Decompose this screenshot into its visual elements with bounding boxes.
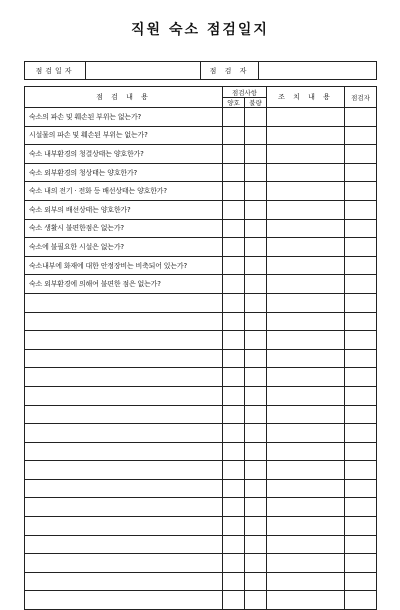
action-cell[interactable]	[267, 219, 345, 238]
good-check-cell[interactable]	[223, 256, 245, 275]
table-row	[25, 145, 377, 164]
action-cell[interactable]	[267, 163, 345, 182]
table-row	[25, 461, 377, 480]
inspection-item: 숙소 내부환경의 청결상태는 양호한가?	[25, 145, 223, 164]
good-check-cell[interactable]	[223, 219, 245, 238]
action-cell[interactable]	[267, 293, 345, 312]
good-check-cell[interactable]	[223, 145, 245, 164]
table-row	[25, 479, 377, 498]
bad-check-cell[interactable]	[245, 461, 267, 480]
good-check-cell[interactable]	[223, 424, 245, 443]
bad-check-cell[interactable]	[245, 535, 267, 554]
table-row	[25, 535, 377, 554]
inspection-table	[24, 86, 377, 610]
bad-check-cell[interactable]	[245, 293, 267, 312]
good-header: 양호	[223, 98, 245, 108]
checker-cell[interactable]	[345, 256, 377, 275]
good-check-cell[interactable]	[223, 182, 245, 201]
checker-cell[interactable]	[345, 200, 377, 219]
good-check-cell[interactable]	[223, 572, 245, 591]
inspection-item: 숙소 외부의 배선상태는 양호한가?	[25, 200, 223, 219]
inspector-label: 점 검 자	[201, 62, 259, 80]
table-row	[25, 405, 377, 424]
table-row	[25, 386, 377, 405]
bad-check-cell[interactable]	[245, 591, 267, 610]
table-row	[25, 517, 377, 536]
inspection-item: 숙소의 파손 및 훼손된 부위는 없는가?	[25, 108, 223, 127]
inspection-item: 숙소에 불필요한 시설은 없는가?	[25, 238, 223, 257]
checker-cell[interactable]	[345, 182, 377, 201]
checker-cell[interactable]	[345, 219, 377, 238]
good-check-cell[interactable]	[223, 405, 245, 424]
checker-cell[interactable]	[345, 293, 377, 312]
action-cell[interactable]	[267, 182, 345, 201]
table-row	[25, 554, 377, 573]
action-cell[interactable]	[267, 349, 345, 368]
action-cell[interactable]	[267, 591, 345, 610]
table-row	[25, 163, 377, 182]
action-cell[interactable]	[267, 554, 345, 573]
inspection-item	[25, 554, 223, 573]
inspection-item	[25, 293, 223, 312]
good-check-cell[interactable]	[223, 535, 245, 554]
checker-cell[interactable]	[345, 572, 377, 591]
page-title: 직원 숙소 점검일지	[131, 22, 269, 38]
info-table	[24, 61, 377, 80]
inspection-item	[25, 479, 223, 498]
action-cell[interactable]	[267, 498, 345, 517]
checker-cell[interactable]	[345, 424, 377, 443]
inspection-item: 숙소 내의 전기 · 전화 등 배선상태는 양호한가?	[25, 182, 223, 201]
bad-check-cell[interactable]	[245, 479, 267, 498]
bad-check-cell[interactable]	[245, 405, 267, 424]
inspection-item: 숙소 생활시 불편한점은 없는가?	[25, 219, 223, 238]
inspection-date-field[interactable]	[86, 62, 201, 80]
checker-cell[interactable]	[345, 126, 377, 145]
checker-cell[interactable]	[345, 479, 377, 498]
inspection-item	[25, 591, 223, 610]
action-cell[interactable]	[267, 312, 345, 331]
good-check-cell[interactable]	[223, 349, 245, 368]
checker-cell[interactable]	[345, 349, 377, 368]
inspection-item	[25, 312, 223, 331]
table-row	[25, 442, 377, 461]
good-check-cell[interactable]	[223, 479, 245, 498]
table-row	[25, 200, 377, 219]
action-cell[interactable]	[267, 405, 345, 424]
inspection-item	[25, 386, 223, 405]
good-check-cell[interactable]	[223, 498, 245, 517]
table-row	[25, 256, 377, 275]
good-check-cell[interactable]	[223, 238, 245, 257]
action-cell[interactable]	[267, 461, 345, 480]
action-cell[interactable]	[267, 535, 345, 554]
good-check-cell[interactable]	[223, 108, 245, 127]
bad-check-cell[interactable]	[245, 163, 267, 182]
bad-check-cell[interactable]	[245, 498, 267, 517]
table-row	[25, 182, 377, 201]
bad-check-cell[interactable]	[245, 572, 267, 591]
good-check-cell[interactable]	[223, 275, 245, 294]
table-row	[25, 349, 377, 368]
inspection-item: 시설물의 파손 및 훼손된 부위는 없는가?	[25, 126, 223, 145]
table-row	[25, 312, 377, 331]
bad-check-cell[interactable]	[245, 442, 267, 461]
action-cell[interactable]	[267, 424, 345, 443]
checker-cell[interactable]	[345, 312, 377, 331]
inspection-item	[25, 368, 223, 387]
inspection-item	[25, 572, 223, 591]
good-check-cell[interactable]	[223, 331, 245, 350]
good-check-cell[interactable]	[223, 368, 245, 387]
inspection-date-label: 점검일자	[25, 62, 86, 80]
checker-cell[interactable]	[345, 461, 377, 480]
table-row	[25, 238, 377, 257]
bad-check-cell[interactable]	[245, 256, 267, 275]
check-items-header: 점검사항	[223, 87, 267, 98]
bad-check-cell[interactable]	[245, 517, 267, 536]
table-row	[25, 424, 377, 443]
bad-header: 불량	[245, 98, 267, 108]
action-cell[interactable]	[267, 442, 345, 461]
good-check-cell[interactable]	[223, 591, 245, 610]
content-header: 점 검 내 용	[25, 87, 223, 108]
action-cell[interactable]	[267, 479, 345, 498]
table-row	[25, 331, 377, 350]
bad-check-cell[interactable]	[245, 145, 267, 164]
bad-check-cell[interactable]	[245, 312, 267, 331]
good-check-cell[interactable]	[223, 461, 245, 480]
checker-cell[interactable]	[345, 238, 377, 257]
inspection-item	[25, 535, 223, 554]
bad-check-cell[interactable]	[245, 554, 267, 573]
good-check-cell[interactable]	[223, 126, 245, 145]
action-cell[interactable]	[267, 572, 345, 591]
action-cell[interactable]	[267, 256, 345, 275]
bad-check-cell[interactable]	[245, 238, 267, 257]
inspection-item: 숙소 외부환경에 의해여 불편한 점은 없는가?	[25, 275, 223, 294]
checker-cell[interactable]	[345, 386, 377, 405]
action-cell[interactable]	[267, 238, 345, 257]
checker-cell[interactable]	[345, 591, 377, 610]
inspection-item: 숙소 외부환경의 청상태는 양호한가?	[25, 163, 223, 182]
bad-check-cell[interactable]	[245, 275, 267, 294]
bad-check-cell[interactable]	[245, 331, 267, 350]
good-check-cell[interactable]	[223, 200, 245, 219]
action-cell[interactable]	[267, 368, 345, 387]
table-row	[25, 126, 377, 145]
good-check-cell[interactable]	[223, 517, 245, 536]
action-cell[interactable]	[267, 145, 345, 164]
action-cell[interactable]	[267, 386, 345, 405]
bad-check-cell[interactable]	[245, 368, 267, 387]
bad-check-cell[interactable]	[245, 126, 267, 145]
inspection-item	[25, 442, 223, 461]
checker-cell[interactable]	[345, 535, 377, 554]
inspection-item	[25, 517, 223, 536]
action-cell[interactable]	[267, 275, 345, 294]
inspection-item	[25, 461, 223, 480]
action-cell[interactable]	[267, 200, 345, 219]
table-row	[25, 368, 377, 387]
checker-cell[interactable]	[345, 163, 377, 182]
table-row	[25, 293, 377, 312]
inspection-item	[25, 405, 223, 424]
inspection-item	[25, 498, 223, 517]
good-check-cell[interactable]	[223, 386, 245, 405]
good-check-cell[interactable]	[223, 312, 245, 331]
bad-check-cell[interactable]	[245, 182, 267, 201]
inspector-field[interactable]	[259, 62, 377, 80]
checker-cell[interactable]	[345, 145, 377, 164]
bad-check-cell[interactable]	[245, 108, 267, 127]
inspection-item	[25, 331, 223, 350]
inspection-item	[25, 349, 223, 368]
action-cell[interactable]	[267, 517, 345, 536]
checker-cell[interactable]	[345, 517, 377, 536]
table-row	[25, 572, 377, 591]
good-check-cell[interactable]	[223, 163, 245, 182]
action-header: 조 치 내 용	[267, 87, 345, 108]
bad-check-cell[interactable]	[245, 386, 267, 405]
table-row	[25, 275, 377, 294]
bad-check-cell[interactable]	[245, 200, 267, 219]
table-row	[25, 498, 377, 517]
table-row	[25, 108, 377, 127]
checker-cell[interactable]	[345, 108, 377, 127]
checker-cell[interactable]	[345, 331, 377, 350]
good-check-cell[interactable]	[223, 442, 245, 461]
table-row	[25, 219, 377, 238]
checker-cell[interactable]	[345, 405, 377, 424]
action-cell[interactable]	[267, 108, 345, 127]
checker-cell[interactable]	[345, 275, 377, 294]
action-cell[interactable]	[267, 126, 345, 145]
checker-cell[interactable]	[345, 498, 377, 517]
inspection-item: 숙소내부에 화재에 대한 안정장비는 비축되어 있는가?	[25, 256, 223, 275]
good-check-cell[interactable]	[223, 293, 245, 312]
inspection-item	[25, 424, 223, 443]
checker-header: 점검자	[345, 87, 377, 108]
checker-cell[interactable]	[345, 442, 377, 461]
bad-check-cell[interactable]	[245, 219, 267, 238]
good-check-cell[interactable]	[223, 554, 245, 573]
action-cell[interactable]	[267, 331, 345, 350]
bad-check-cell[interactable]	[245, 349, 267, 368]
checker-cell[interactable]	[345, 368, 377, 387]
bad-check-cell[interactable]	[245, 424, 267, 443]
checker-cell[interactable]	[345, 554, 377, 573]
table-row	[25, 591, 377, 610]
